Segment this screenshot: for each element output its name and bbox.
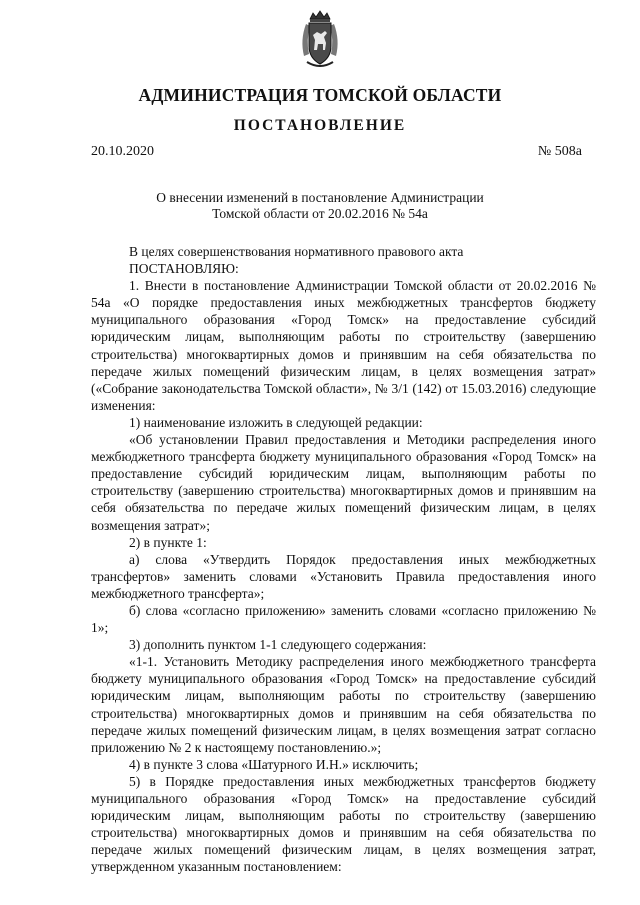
purpose-paragraph: В целях совершенствования нормативного правового акта [129, 244, 464, 259]
organization-title: АДМИНИСТРАЦИЯ ТОМСКОЙ ОБЛАСТИ [138, 85, 502, 105]
decree-word: ПОСТАНОВЛЯЮ: [129, 261, 239, 277]
item-1-4-paragraph: 4) в пункте 3 слова «Шатурного И.Н.» исключить; [129, 756, 419, 772]
coat-of-arms-icon [297, 10, 343, 70]
item-1-paragraph: 1. Внести в постановление Администрации Томской области от 20.02.2016 № 54а «О порядке предоставления иных межбюджетных трансфертов бюджету муниципального образования «Город Томск» на предоставление субсидий юридическим лицам, выполняющим работы по строительству (завершению строительства) многоквартирных домов и принявшим на себя обязательства по передаче жилых помещений физическим лицам, в целях возмещения затрат» («Собрание законодательства Томской области», № 3/1 (142) от 15.03.2016) следующие изменения: [91, 278, 596, 413]
document-number: № 508а [537, 144, 582, 159]
document-type-title: ПОСТАНОВЛЕНИЕ [233, 117, 407, 134]
subject-line-2: Томской области от 20.02.2016 № 54а [212, 206, 428, 221]
subject-line-1: О внесении изменений в постановление Администрации [156, 190, 484, 205]
item-1-2-paragraph: 2) в пункте 1: [129, 534, 207, 550]
item-1-3-text: «1-1. Установить Методику распределения иного межбюджетного трансферта бюджету муниципального образования «Город Томск» на предоставление субсидий юридическим лицам, выполняющим работы по строительству (завершению строительства) многоквартирных домов и принявшим на себя обязательства по передаче жилых помещений физическим лицам, в целях возмещения затрат согласно приложению № 2 к настоящему постановлению.»; [91, 654, 596, 755]
document-body [91, 243, 596, 875]
item-1-1-text: «Об установлении Правил предоставления и Методики распределения иного межбюджетного трансферта бюджету муниципального образования «Город Томск» на предоставление субсидий юридическим лицам, выполняющим работы по строительству (завершению строительства) многоквартирных домов и принявшим на себя обязательства по передаче жилых помещений физическим лицам, в целях возмещения затрат»; [91, 432, 596, 533]
document-date: 20.10.2020 [91, 144, 154, 159]
item-1-2-b: б) слова «согласно приложению» заменить словами «согласно приложению № 1»; [91, 602, 596, 636]
item-1-2-a: а) слова «Утвердить Порядок предоставления иных межбюджетных трансфертов» заменить словами «Установить Правила предоставления иного межбюджетного трансферта»; [91, 551, 596, 601]
item-1-3-paragraph: 3) дополнить пунктом 1-1 следующего содержания: [129, 637, 427, 653]
item-1-5-paragraph: 5) в Порядке предоставления иных межбюджетных трансфертов бюджету муниципального образования «Город Томск» на предоставление субсидий юридическим лицам, выполняющим работы по строительству (завершению строительства) многоквартирных домов и принявшим на себя обязательства по передаче жилых помещений физическим лицам, в целях возмещения затрат, утвержденном указанным постановлением: [91, 773, 596, 875]
item-1-1-paragraph: 1) наименование изложить в следующей редакции: [129, 414, 423, 430]
document-subject [0, 190, 640, 222]
